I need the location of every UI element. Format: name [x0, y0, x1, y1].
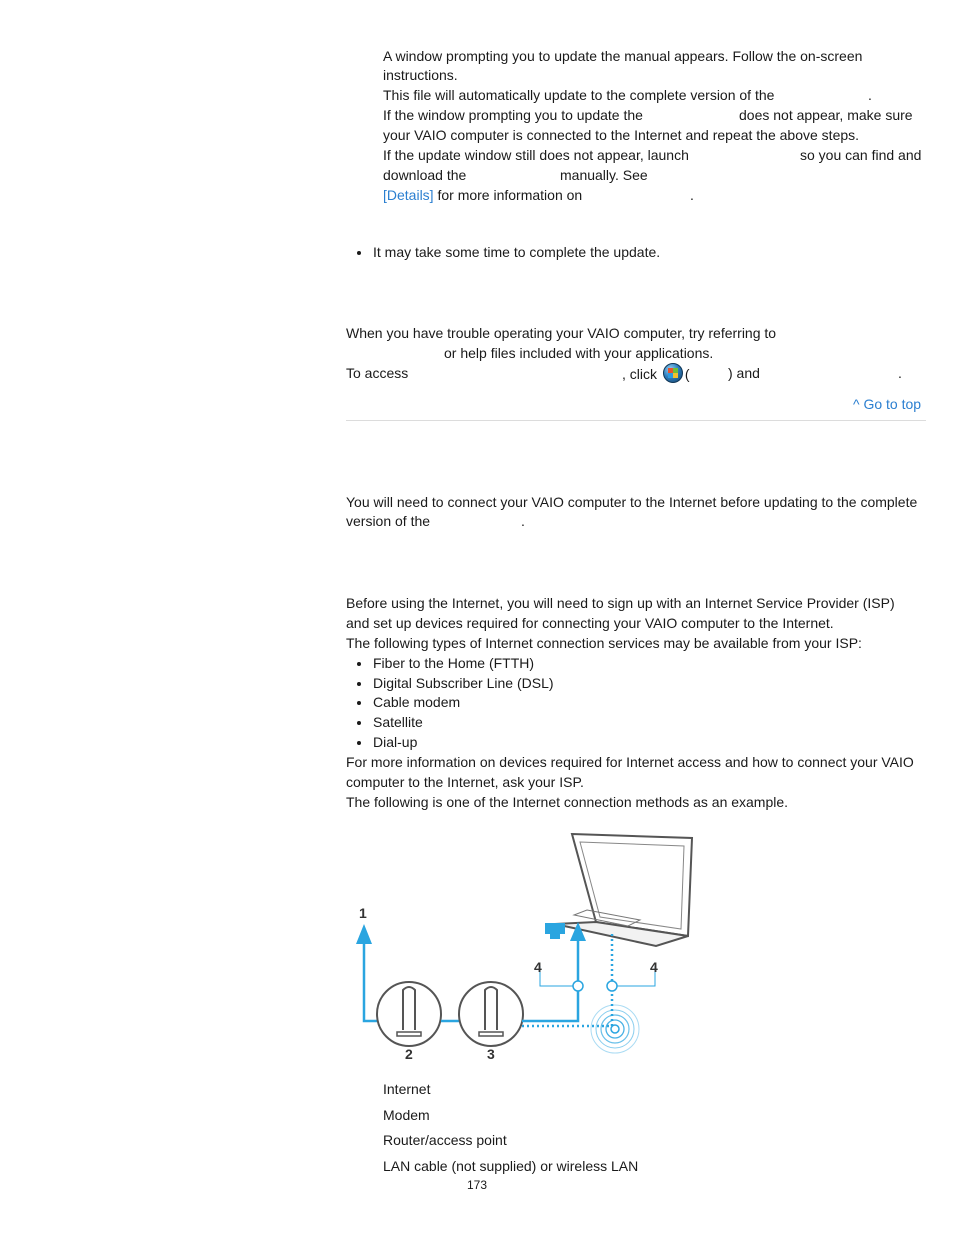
update-text-line-3: This file will automatically update to the complete version of the — [383, 87, 775, 103]
note-item: It may take some time to complete the update. — [373, 244, 661, 260]
connection-diagram — [350, 826, 700, 1066]
help-text-line-3a: To access — [346, 365, 409, 381]
service-item: Cable modem — [373, 694, 461, 710]
up-arrow-icon — [356, 924, 372, 944]
connect-text-line-1: You will need to connect your VAIO computer to the Internet before updating to the complete — [346, 494, 918, 510]
update-text-line-8: for more information on — [437, 187, 583, 203]
diagram-number-2: 2 — [405, 1046, 413, 1062]
help-text-line-3e: . — [898, 365, 902, 381]
update-text-line-6a: If the update window still does not appear, launch — [383, 147, 689, 163]
update-text-line-6b: so you can find and — [800, 147, 922, 163]
diagram-number-1: 1 — [359, 905, 367, 921]
help-text-line-2: or help files included with your applications. — [444, 345, 714, 361]
update-text-line-3-end: . — [868, 87, 872, 103]
isp-text-line-3: The following types of Internet connection services may be available from your ISP: — [346, 635, 862, 651]
service-item: Digital Subscriber Line (DSL) — [373, 675, 554, 691]
service-bullet — [357, 721, 361, 725]
update-text-line-7b: manually. See — [560, 167, 648, 183]
isp-text-line-1: Before using the Internet, you will need to sign up with an Internet Service Provider (ISP) — [346, 595, 895, 611]
update-text-line-2: instructions. — [383, 67, 458, 83]
lan-port-icon — [545, 923, 565, 939]
note-bullet — [357, 251, 361, 255]
update-text-line-7a: download the — [383, 167, 467, 183]
service-item: Satellite — [373, 714, 423, 730]
help-text-line-1: When you have trouble operating your VAIO computer, try referring to — [346, 325, 777, 341]
windows-start-orb-icon[interactable] — [663, 363, 683, 383]
legend-item-router: Router/access point — [383, 1132, 507, 1148]
legend-item-lan: LAN cable (not supplied) or wireless LAN — [383, 1158, 639, 1174]
diagram-number-4b: 4 — [650, 959, 658, 975]
legend-item-modem: Modem — [383, 1107, 430, 1123]
go-to-top-link[interactable]: ^ Go to top — [853, 396, 922, 412]
isp-text-line-2: and set up devices required for connecting your VAIO computer to the Internet. — [346, 615, 834, 631]
page-number: 173 — [467, 1178, 488, 1192]
update-text-line-8-end: . — [690, 187, 694, 203]
connect-text-line-2: version of the — [346, 513, 431, 529]
update-text-line-4a: If the window prompting you to update the — [383, 107, 643, 123]
diagram-number-4a: 4 — [534, 959, 542, 975]
service-item: Fiber to the Home (FTTH) — [373, 655, 535, 671]
service-bullet — [357, 701, 361, 705]
service-bullet — [357, 662, 361, 666]
update-text-line-4b: does not appear, make sure — [739, 107, 913, 123]
service-bullet — [357, 741, 361, 745]
section-divider — [346, 420, 926, 421]
isp-text-line-5: computer to the Internet, ask your ISP. — [346, 774, 584, 790]
isp-text-line-6: The following is one of the Internet connection methods as an example. — [346, 794, 789, 810]
update-text-line-1: A window prompting you to update the manual appears. Follow the on-screen — [383, 48, 863, 64]
service-bullet — [357, 682, 361, 686]
wireless-signal-icon — [591, 1005, 639, 1053]
diagram-number-3: 3 — [487, 1046, 495, 1062]
details-link[interactable]: [Details] — [383, 187, 434, 203]
help-text-line-3c: ( — [684, 366, 690, 382]
help-text-line-3d: ) and — [728, 365, 760, 381]
isp-text-line-4: For more information on devices required for Internet access and how to connect your VAIO — [346, 754, 914, 770]
connect-text-line-2-end: . — [521, 513, 525, 529]
legend-item-internet: Internet — [383, 1081, 431, 1097]
update-text-line-5: your VAIO computer is connected to the Internet and repeat the above steps. — [383, 127, 860, 143]
help-text-line-3b: , click — [622, 366, 657, 382]
service-item: Dial-up — [373, 734, 418, 750]
